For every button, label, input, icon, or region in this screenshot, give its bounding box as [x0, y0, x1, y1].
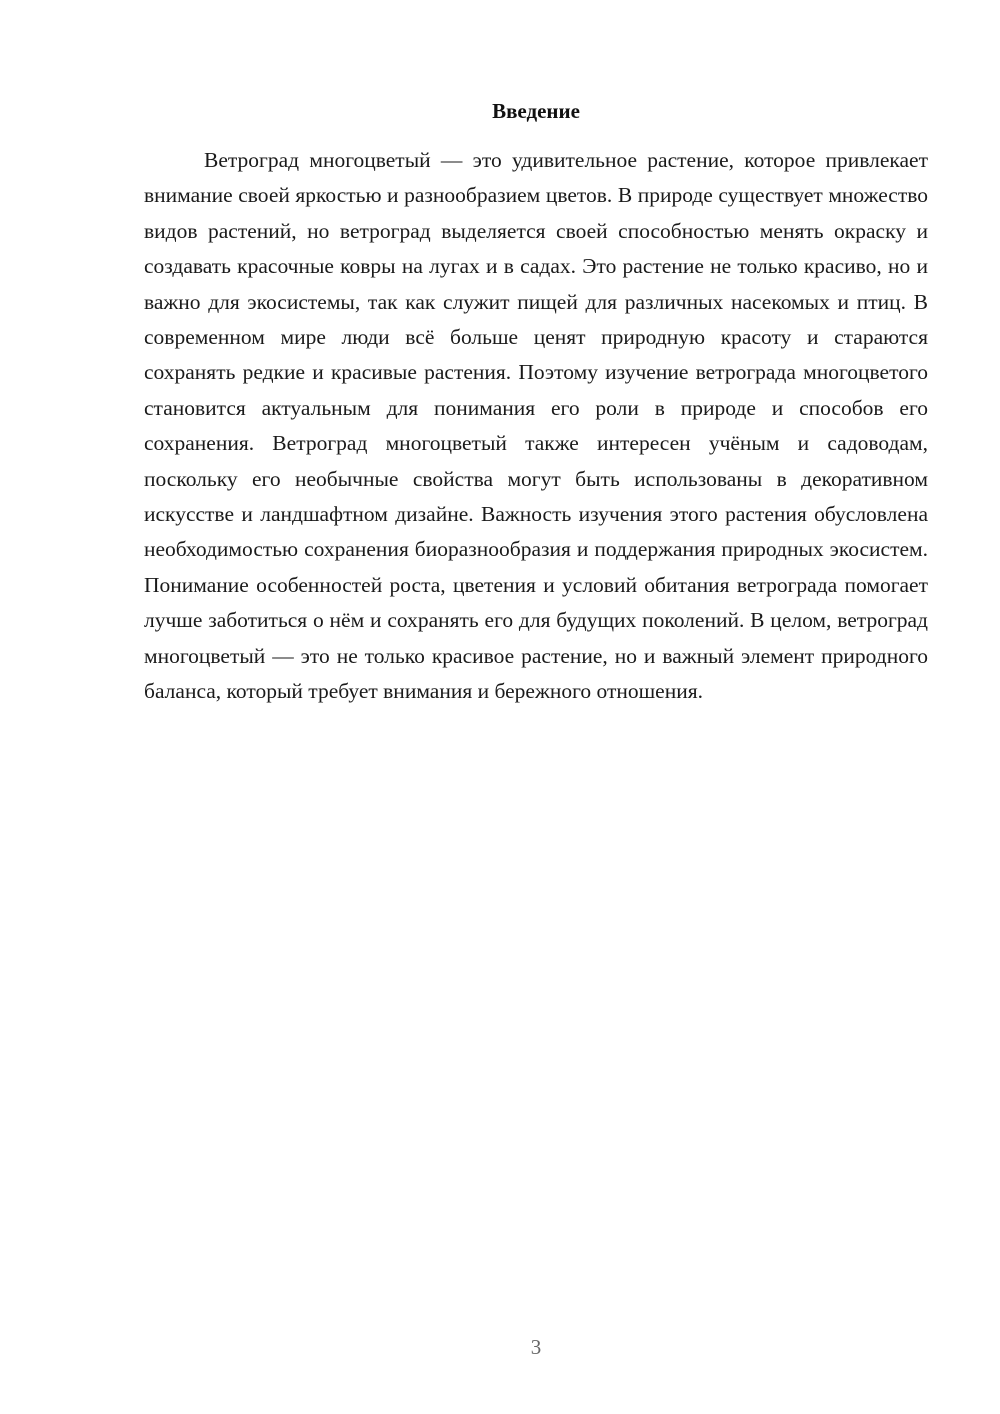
page-number: 3: [530, 1335, 542, 1359]
body-paragraph: Ветроград многоцветый — это удивительное растение, которое привлекает внимание своей яркостью и разнообразием цветов. В природе существует множество видов растений, но ветроград выделяется своей способностью менять окраску и создавать красочные ковры на лугах и в садах. Это растение не только красиво, но и важно для экосистемы, так как служит пищей для различных насекомых и птиц. В современном мире люди всё больше ценят природную красоту и стараются сохранять редкие и красивые растения. Поэтому изучение ветроградa многоцветого становится актуальным для понимания его роли в природе и способов его сохранения. Ветроград многоцветый также интересен учёным и садоводам, поскольку его необычные свойства могут быть использованы в декоративном искусстве и ландшафтном дизайне. Важность изучения этого растения обусловлена необходимостью сохранения биоразнообразия и поддержания природных экосистем. Понимание особенностей роста, цветения и условий обитания ветрограда помогает лучше заботиться о нём и сохранять его для будущих поколений. В целом, ветроград многоцветый — это не только красивое растение, но и важный элемент природного баланса, который требует внимания и бережного отношения.: [144, 148, 928, 704]
section-title: Введение: [492, 99, 580, 123]
